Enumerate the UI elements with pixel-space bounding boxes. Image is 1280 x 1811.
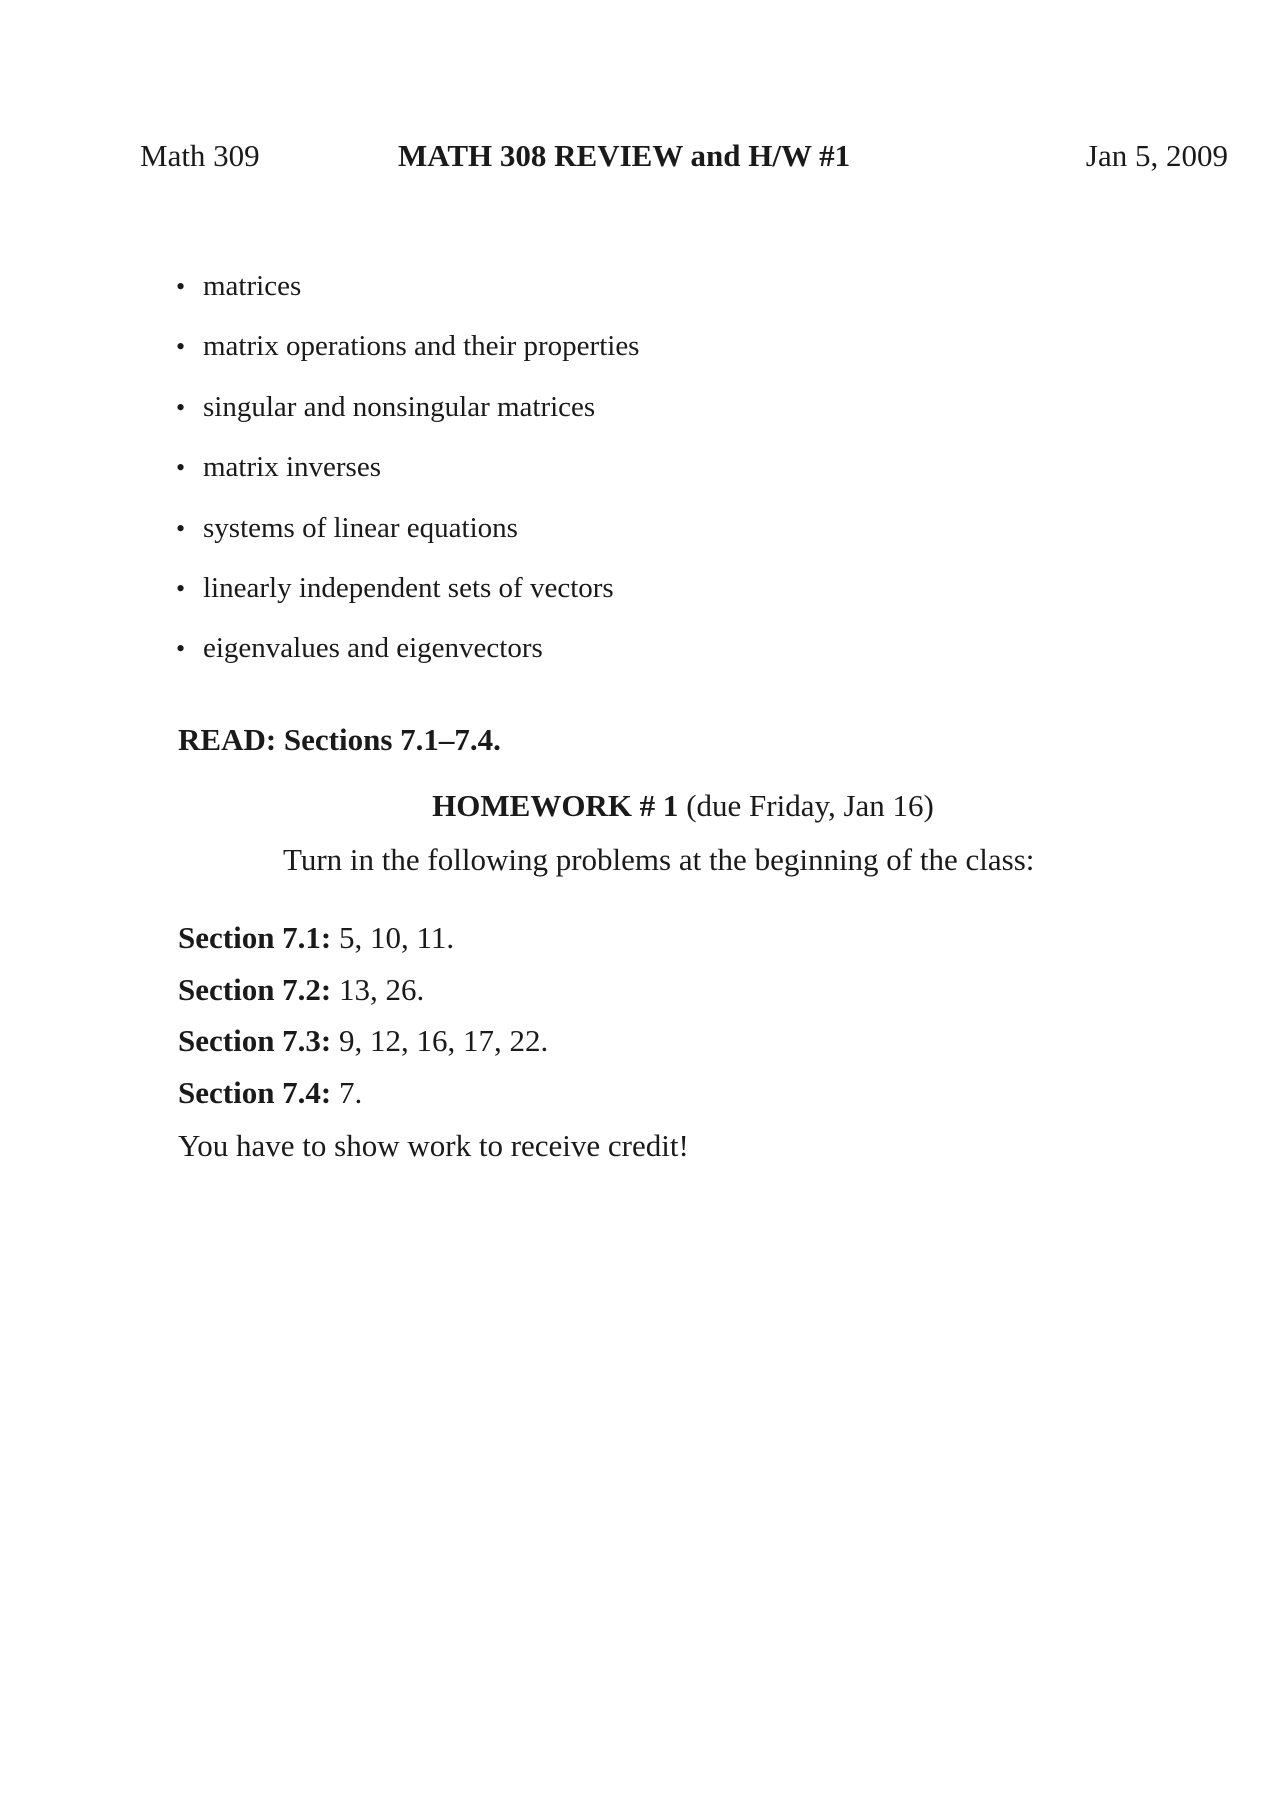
list-item (178, 970, 548, 1022)
homework-due-date: (due Friday, Jan 16) (686, 788, 934, 823)
problem-list (178, 918, 548, 1125)
document-title: MATH 308 REVIEW and H/W #1 (398, 138, 851, 173)
topic-text: matrices (203, 270, 302, 302)
problem-numbers: 9, 12, 16, 17, 22. (339, 1023, 549, 1059)
problem-numbers: 13, 26. (339, 971, 425, 1007)
bullet-icon: • (176, 634, 186, 664)
list-item (178, 1073, 548, 1125)
topic-text: eigenvalues and eigenvectors (203, 632, 543, 665)
list-item (176, 387, 639, 447)
list-item (178, 1021, 548, 1073)
homework-title: HOMEWORK # 1 (432, 788, 679, 823)
problem-numbers: 5, 10, 11. (339, 920, 455, 955)
topic-text: singular and nonsingular matrices (203, 390, 596, 423)
topic-text: matrix inverses (203, 451, 381, 484)
homework-heading (0, 786, 1280, 826)
course-number: Math 309 (140, 138, 260, 173)
document-date: Jan 5, 2009 (1085, 138, 1228, 173)
credit-note: You have to show work to receive credit! (178, 1128, 689, 1163)
topic-text: systems of linear equations (203, 511, 518, 544)
bullet-icon: • (176, 392, 186, 422)
list-item (176, 628, 639, 688)
list-item (176, 266, 639, 326)
section-label: Section 7.4: (178, 1075, 332, 1111)
bullet-icon: • (176, 272, 186, 301)
topic-text: linearly independent sets of vectors (203, 571, 614, 604)
list-item (176, 568, 639, 628)
list-item (176, 326, 639, 386)
review-topics-list (176, 266, 639, 689)
section-label: Section 7.3: (178, 1023, 332, 1059)
list-item (176, 447, 639, 507)
section-label: Section 7.2: (178, 971, 332, 1007)
page-header (140, 136, 1228, 176)
reading-assignment: READ: Sections 7.1–7.4. (178, 722, 501, 757)
bullet-icon: • (176, 453, 186, 483)
bullet-icon: • (176, 513, 186, 543)
topic-text: matrix operations and their properties (203, 330, 640, 363)
section-label: Section 7.1: (178, 920, 332, 955)
list-item (178, 918, 548, 970)
homework-instructions: Turn in the following problems at the beginning of the class: (283, 842, 1035, 877)
bullet-icon: • (176, 573, 186, 603)
bullet-icon: • (176, 332, 186, 362)
problem-numbers: 7. (339, 1075, 363, 1111)
list-item (176, 508, 639, 568)
